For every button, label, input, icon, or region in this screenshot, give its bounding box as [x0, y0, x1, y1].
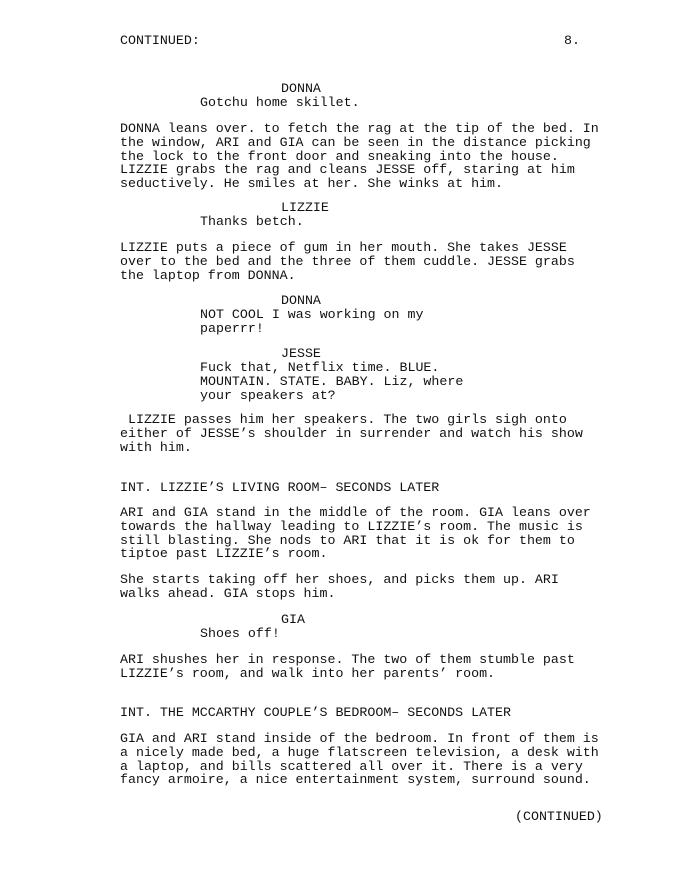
continued-footer: (CONTINUED) [515, 809, 603, 824]
dialogue: Shoes off! [200, 626, 280, 641]
action-block: DONNA leans over. to fetch the rag at the tip of the bed. In the window, ARI and GIA can be seen in the distance picking the lock to the front door and sneaking into the house. LIZZIE grabs the rag and cleans JESSE off, staring at him seductively. He smiles at her. She winks at him. [120, 121, 599, 192]
dialogue: NOT COOL I was working on my paperrr! [200, 307, 424, 336]
character-name: GIA [281, 612, 305, 627]
dialogue: Gotchu home skillet. [200, 95, 360, 110]
action-block: ARI and GIA stand in the middle of the room. GIA leans over towards the hallway leading to LIZZIE’s room. The music is still blasting. She nods to ARI that it is ok for them to tiptoe past LIZZIE’s room. [120, 505, 591, 562]
dialogue: Thanks betch. [200, 214, 304, 229]
page-number: 8. [564, 33, 580, 48]
action-block: LIZZIE puts a piece of gum in her mouth. She takes JESSE over to the bed and the three of them cuddle. JESSE grabs the laptop from DONNA. [120, 240, 575, 283]
action-block: She starts taking off her shoes, and picks them up. ARI walks ahead. GIA stops him. [120, 572, 559, 601]
action-block: GIA and ARI stand inside of the bedroom. In front of them is a nicely made bed, a huge flatscreen television, a desk with a laptop, and bills scattered all over it. There is a very fancy armoire, a nice entertainment system, surround sound. [120, 731, 599, 788]
scene-heading: INT. LIZZIE’S LIVING ROOM– SECONDS LATER [120, 480, 440, 495]
character-name: DONNA [281, 293, 321, 308]
dialogue: Fuck that, Netflix time. BLUE. MOUNTAIN. STATE. BABY. Liz, where your speakers at? [200, 360, 464, 403]
character-name: JESSE [281, 346, 321, 361]
continued-header: CONTINUED: [120, 33, 200, 48]
action-block: ARI shushes her in response. The two of them stumble past LIZZIE’s room, and walk into her parents’ room. [120, 652, 575, 681]
character-name: LIZZIE [281, 200, 329, 215]
character-name: DONNA [281, 81, 321, 96]
action-block: LIZZIE passes him her speakers. The two girls sigh onto either of JESSE’s shoulder in surrender and watch his show with him. [120, 412, 583, 455]
scene-heading: INT. THE MCCARTHY COUPLE’S BEDROOM– SECONDS LATER [120, 705, 511, 720]
